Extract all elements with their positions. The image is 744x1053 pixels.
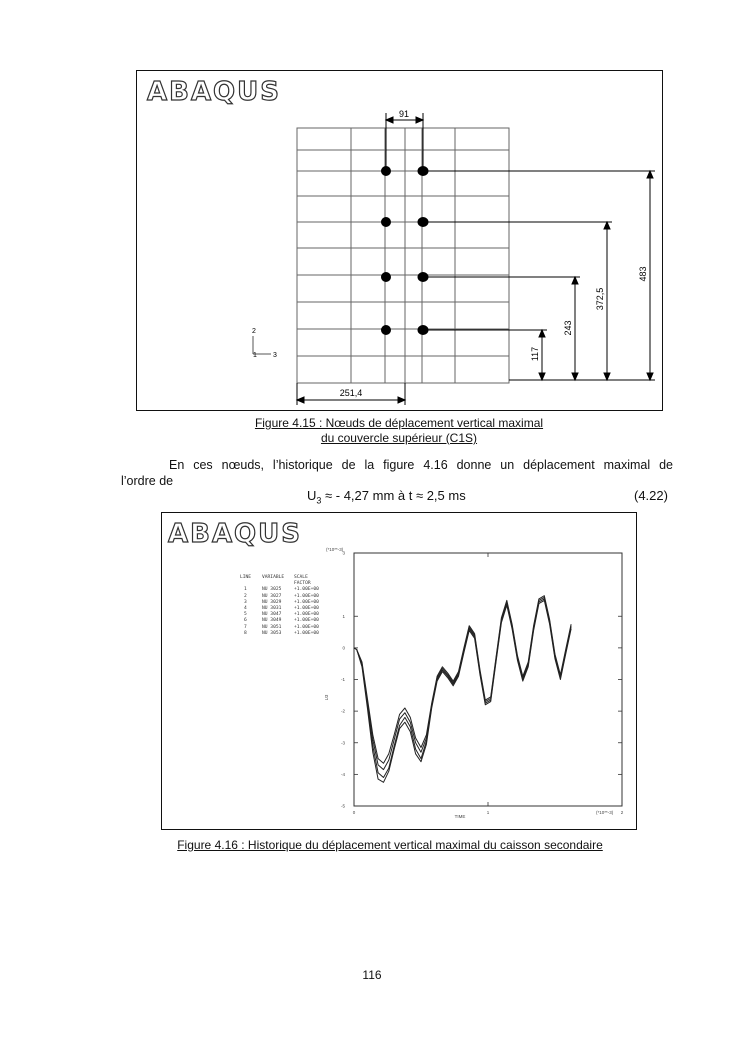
y-tick-label: -3: [340, 740, 345, 746]
plot-frame: [354, 553, 622, 806]
node-marker: [418, 217, 429, 227]
figure-4-16-frame: [161, 512, 637, 830]
equation-number: (4.22): [634, 488, 668, 503]
legend-row: 7 NU 3051 +1.00E+00: [244, 624, 319, 630]
node-marker: [381, 272, 391, 282]
series-line-4: [354, 596, 571, 764]
dimension-label-91: 91: [398, 109, 410, 119]
mesh-diagram: [137, 71, 664, 412]
figure-4-15-frame: [136, 70, 663, 411]
x-scale-label: (*10**-3): [596, 810, 614, 815]
y-tick-label: 0: [342, 645, 345, 651]
y-scale-label: (*10**-3): [326, 547, 344, 552]
abaqus-logo: ABAQUS: [168, 519, 303, 549]
legend-row: 1 NU 3025 +1.00E+00: [244, 587, 319, 593]
y-tick-label: -5: [340, 803, 345, 809]
x-tick-label: 0: [352, 810, 356, 815]
equation-text: ≈ - 4,27 mm à t ≈ 2,5 ms: [321, 488, 466, 503]
figure-4-16-caption: Figure 4.16 : Historique du déplacement vertical maximal du caisson secondaire: [177, 838, 603, 852]
equation-symbol: U: [307, 488, 317, 503]
x-tick-label: 2: [620, 810, 624, 815]
series-line-3: [354, 597, 571, 769]
y-tick-label: -2: [340, 708, 345, 714]
axis-triad-x-label: 1: [253, 352, 257, 359]
legend-header: LINE VARIABLE SCALE FACTOR: [240, 575, 311, 587]
equation-4-22: [307, 488, 466, 506]
node-marker: [381, 217, 391, 227]
y-tick-label: 1: [342, 613, 345, 619]
y-axis-label: U3: [324, 694, 329, 701]
paragraph-line-2: l’ordre de: [121, 474, 174, 488]
dimension-label-117: 117: [530, 346, 540, 362]
equation-subscript: 3: [316, 495, 322, 506]
dimension-label-372-5: 372,5: [595, 287, 605, 311]
abaqus-logo: ABAQUS: [147, 77, 282, 107]
node-marker: [418, 272, 429, 282]
displacement-history-chart: [162, 513, 638, 831]
dimension-label-483: 483: [638, 266, 648, 282]
node-marker: [418, 325, 429, 335]
y-tick-label: 3: [342, 550, 345, 556]
paragraph: [121, 457, 673, 489]
y-tick-label: -1: [340, 677, 345, 682]
legend-row: 2 NU 3027 +1.00E+00: [244, 593, 319, 599]
node-marker: [381, 325, 391, 335]
figure-4-15-caption: [150, 416, 648, 446]
page-number: 116: [362, 968, 382, 982]
legend-row: 5 NU 3047 +1.00E+00: [244, 612, 319, 618]
y-tick-label: -4: [340, 771, 345, 777]
mesh-grid: [297, 128, 509, 383]
legend-row: 4 NU 3031 +1.00E+00: [244, 606, 319, 612]
series-line-1: [354, 600, 571, 782]
dimension-label-243: 243: [563, 320, 573, 336]
legend-row: 8 NU 3053 +1.00E+00: [244, 630, 319, 636]
axis-triad-y-label: 2: [252, 328, 256, 335]
axis-triad-z-label: 3: [273, 352, 277, 359]
series-line-2: [354, 599, 571, 778]
legend-row: 6 NU 3049 +1.00E+00: [244, 618, 319, 624]
x-axis-label: TIME: [454, 814, 466, 819]
dimension-label-251-4: 251,4: [339, 388, 363, 398]
caption-line-1: Figure 4.15 : Nœuds de déplacement vertical maximal: [254, 416, 544, 430]
caption-line-2: du couvercle supérieur (C1S): [320, 431, 478, 445]
x-tick-label: 1: [486, 810, 490, 815]
paragraph-line-1: En ces nœuds, l’historique de la figure 4.16 donne un déplacement maximal de: [169, 458, 673, 472]
legend-row: 3 NU 3029 +1.00E+00: [244, 599, 319, 605]
